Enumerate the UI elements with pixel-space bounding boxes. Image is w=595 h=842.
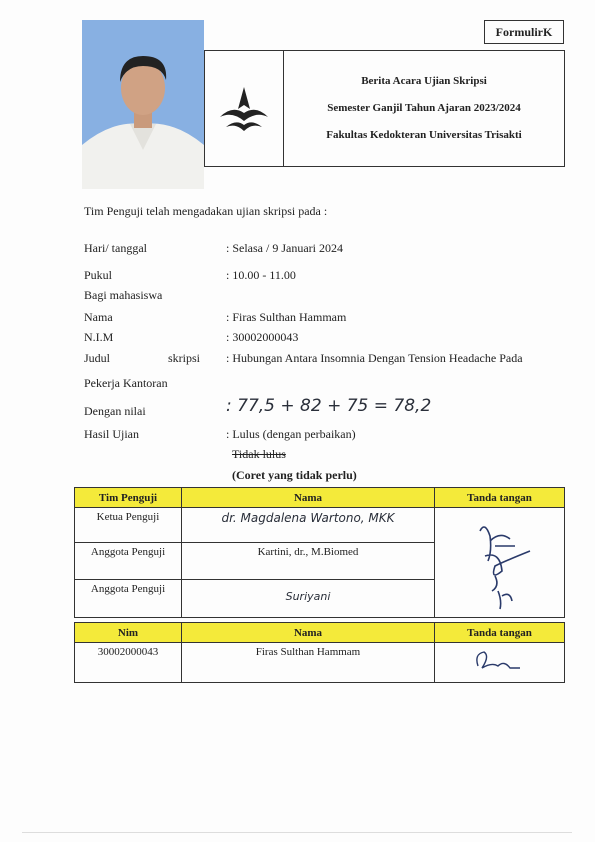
day-label: Hari/ tanggal [84,241,147,255]
examiner-name-cell: Suriyani [182,579,435,617]
role-cell: Anggota Penguji [75,579,182,617]
nim-cell: 30002000043 [75,643,182,683]
student-photo [82,20,204,189]
thesis-title-label: Judul [84,351,111,365]
thesis-title-value: : Hubungan Antara Insomnia Dengan Tension Headache Pada [226,351,523,365]
signature-image [440,511,560,611]
score-label: Dengan nilai [84,404,146,418]
form-code-box: FormulirK [484,20,564,44]
col-header-team: Tim Penguji [75,488,182,508]
thesis-title-value-cont: Pekerja Kantoran [84,376,168,390]
time-value: : 10.00 - 11.00 [226,268,296,282]
name-value: : Firas Sulthan Hammam [226,310,347,324]
examiners-table [74,487,565,618]
table-row [75,643,565,683]
document-title: Berita Acara Ujian Skripsi [361,75,487,87]
name-label: Nama [84,310,113,324]
score-value: : 77,5 + 82 + 75 = 78,2 [226,396,432,416]
strike-note: (Coret yang tidak perlu) [232,468,357,482]
intro-text: Tim Penguji telah mengadakan ujian skripsi pada : [84,204,328,218]
signature-image [470,646,530,676]
header-box [204,50,565,167]
role-cell: Ketua Penguji [75,508,182,543]
time-label: Pukul [84,268,113,282]
result-value: : Lulus (dengan perbaikan) [226,427,356,441]
col-header-signature: Tanda tangan [435,623,565,643]
student-table [74,622,565,683]
result-label: Hasil Ujian [84,427,139,441]
col-header-nim: Nim [75,623,182,643]
signature-cell [435,643,565,683]
col-header-name: Nama [182,488,435,508]
thesis-title-label-suffix: skripsi [168,351,201,365]
role-cell: Anggota Penguji [75,543,182,579]
examiner-name-cell: dr. Magdalena Wartono, MKK [182,508,435,543]
nim-label: N.I.M [84,330,114,344]
nim-value: : 30002000043 [226,330,299,344]
faculty-line: Fakultas Kedokteran Universitas Trisakti [326,129,522,141]
student-name-cell: Firas Sulthan Hammam [182,643,435,683]
student-label: Bagi mahasiswa [84,288,163,302]
col-header-signature: Tanda tangan [435,488,565,508]
semester-line: Semester Ganjil Tahun Ajaran 2023/2024 [327,102,521,114]
page-bottom-line [22,832,572,833]
day-value: : Selasa / 9 Januari 2024 [226,241,343,255]
university-logo [205,51,284,166]
examiner-name-cell: Kartini, dr., M.Biomed [182,543,435,579]
result-alt: Tidak lulus [232,447,286,461]
table-row [75,508,565,543]
signature-cell [435,508,565,618]
col-header-name: Nama [182,623,435,643]
